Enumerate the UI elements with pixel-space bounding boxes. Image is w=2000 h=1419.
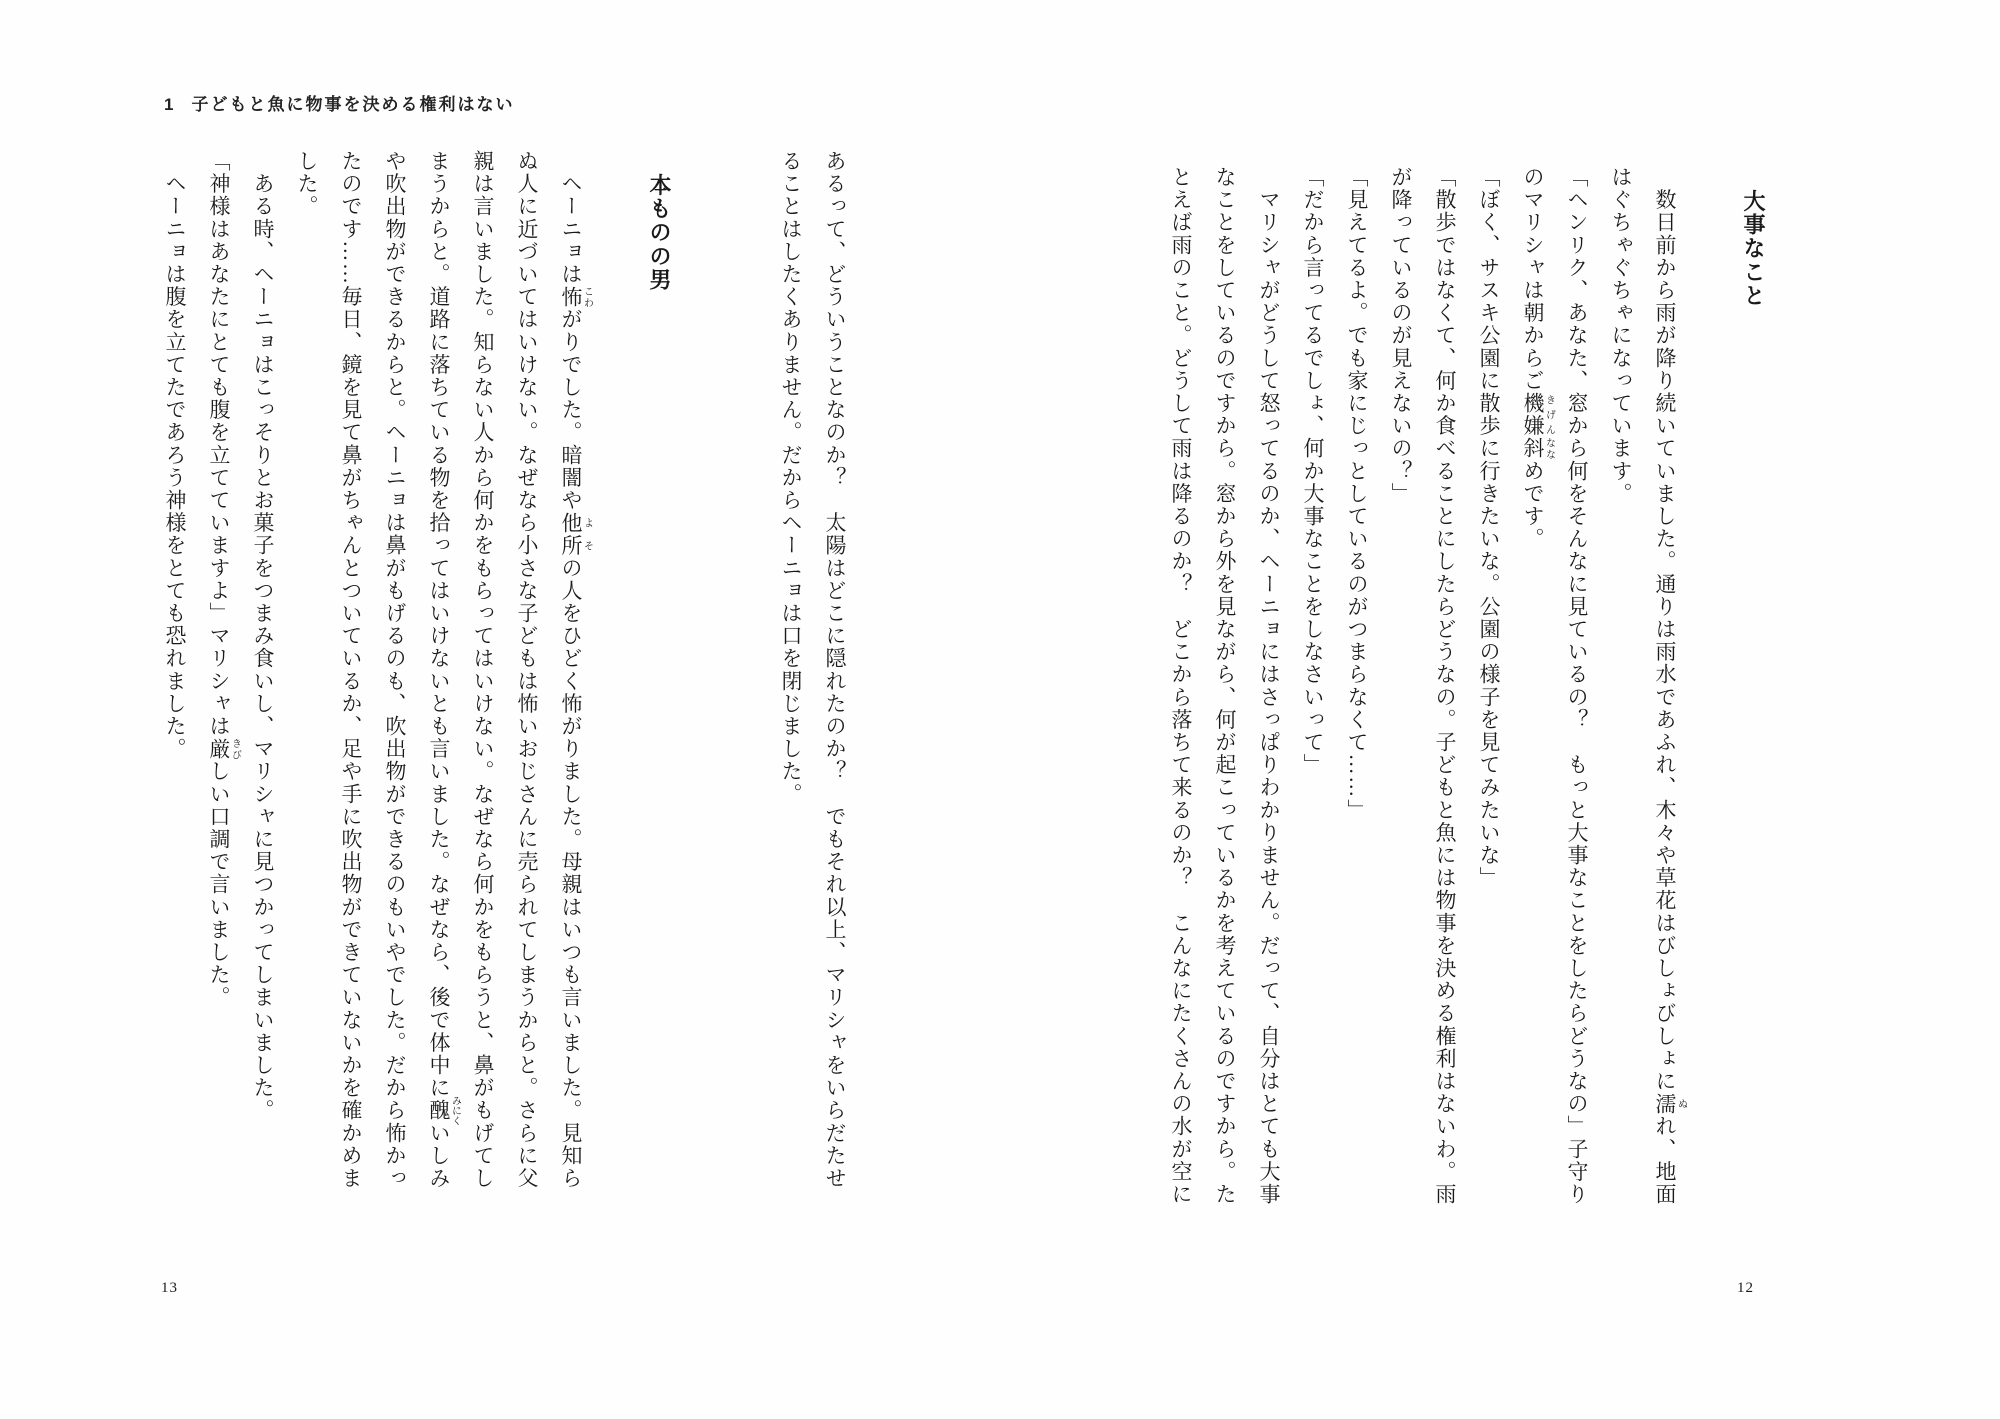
right-page-number: 12	[1737, 1280, 1754, 1296]
text-line: 「ヘンリク、あなた、窓から何をそんなに見ているの？ もっと大事なことをしたらどうなの」子守り	[1565, 166, 1589, 1206]
running-header	[164, 90, 514, 115]
furigana-annotated-text: 他所よそ	[559, 511, 593, 557]
furigana-annotated-text: 怖こわ	[559, 285, 593, 309]
left-page-number: 13	[161, 1280, 178, 1296]
furigana-annotated-text: 醜みにく	[427, 1095, 461, 1126]
furigana-annotated-text: 厳きび	[207, 737, 241, 761]
text-line: ぬ人に近づいてはいけない。なぜなら小さな子どもは怖いおじさんに売られてしまうからと。さらに父	[515, 150, 539, 1190]
text-line: 「散歩ではなくて、何か食べることにしたらどうなの。子どもと魚には物事を決める権利はないわ。雨	[1433, 166, 1457, 1206]
right-page-text	[1159, 166, 1775, 1226]
text-line: なことをしているのですから。窓から外を見ながら、何が起こっているかを考えているのですから。た	[1213, 166, 1237, 1206]
section-heading: 本ものの男	[647, 150, 672, 292]
text-line: 数日前から雨が降り続いていました。通りは雨水であふれ、木々や草花はびしょびしょに濡ぬれ、地面	[1653, 166, 1687, 1206]
text-line: ある時、ヘーニョはこっそりとお菓子をつまみ食いし、マリシャに見つかってしまいました。	[251, 150, 275, 1122]
text-line: 「見えてるよ。でも家にじっとしているのがつまらなくて……」	[1345, 166, 1369, 822]
text-line: 「神様はあなたにとても腹を立てていますよ」マリシャは厳きびしい口調で言いました。	[207, 150, 241, 1009]
furigana-annotated-text: 斜なな	[1521, 437, 1555, 460]
text-line: はぐちゃぐちゃになっています。	[1609, 166, 1633, 505]
section-heading: 大事なこと	[1741, 166, 1766, 308]
text-line: のマリシャは朝からご機嫌きげん斜ななめです。	[1521, 166, 1555, 551]
text-line: や吹出物ができるからと。ヘーニョは鼻がもげるのも、吹出物ができるのもいやでした。だから怖かっ	[383, 150, 407, 1190]
text-line: マリシャがどうして怒ってるのか、ヘーニョにはさっぱりわかりません。だって、自分はとても大事	[1257, 166, 1281, 1206]
text-line: が降っているのが見えないの？」	[1389, 166, 1413, 505]
text-line: 「だから言ってるでしょ、何か大事なことをしなさいって」	[1301, 166, 1325, 777]
text-line: ることはしたくありません。だからヘーニョは口を閉じました。	[779, 150, 803, 806]
text-line: ヘーニョは腹を立てたであろう神様をとても恐れました。	[163, 150, 187, 761]
running-header-chapter-title: 子どもと魚に物事を決める権利はない	[191, 95, 515, 114]
text-line: とえば雨のこと。どうして雨は降るのか？ どこから落ちて来るのか？ こんなにたくさんの水が空に	[1169, 166, 1193, 1206]
text-line: まうからと。道路に落ちている物を拾ってはいけないとも言いました。なぜなら、後で体中に醜みにくいしみ	[427, 150, 461, 1190]
text-line: あるって、どういうことなのか？ 太陽はどこに隠れたのか？ でもそれ以上、マリシャをいらだたせ	[823, 150, 847, 1190]
text-line: した。	[295, 150, 319, 218]
text-line: 親は言いました。知らない人から何かをもらってはいけない。なぜなら何かをもらうと、鼻がもげてし	[471, 150, 495, 1190]
furigana-annotated-text: 機嫌きげん	[1521, 392, 1555, 438]
text-line: たのです……毎日、鏡を見て鼻がちゃんとついているか、足や手に吹出物ができていないかを確かめま	[339, 150, 363, 1190]
text-line: ヘーニョは怖こわがりでした。暗闇や他所よその人をひどく怖がりました。母親はいつも言いました。見知ら	[559, 150, 593, 1190]
text-line: 「ぼく、サスキ公園に散歩に行きたいな。公園の様子を見てみたいな」	[1477, 166, 1501, 890]
running-header-chapter-number: 1	[164, 95, 176, 114]
furigana-annotated-text: 濡ぬ	[1653, 1092, 1687, 1116]
left-page-text	[153, 150, 857, 1210]
